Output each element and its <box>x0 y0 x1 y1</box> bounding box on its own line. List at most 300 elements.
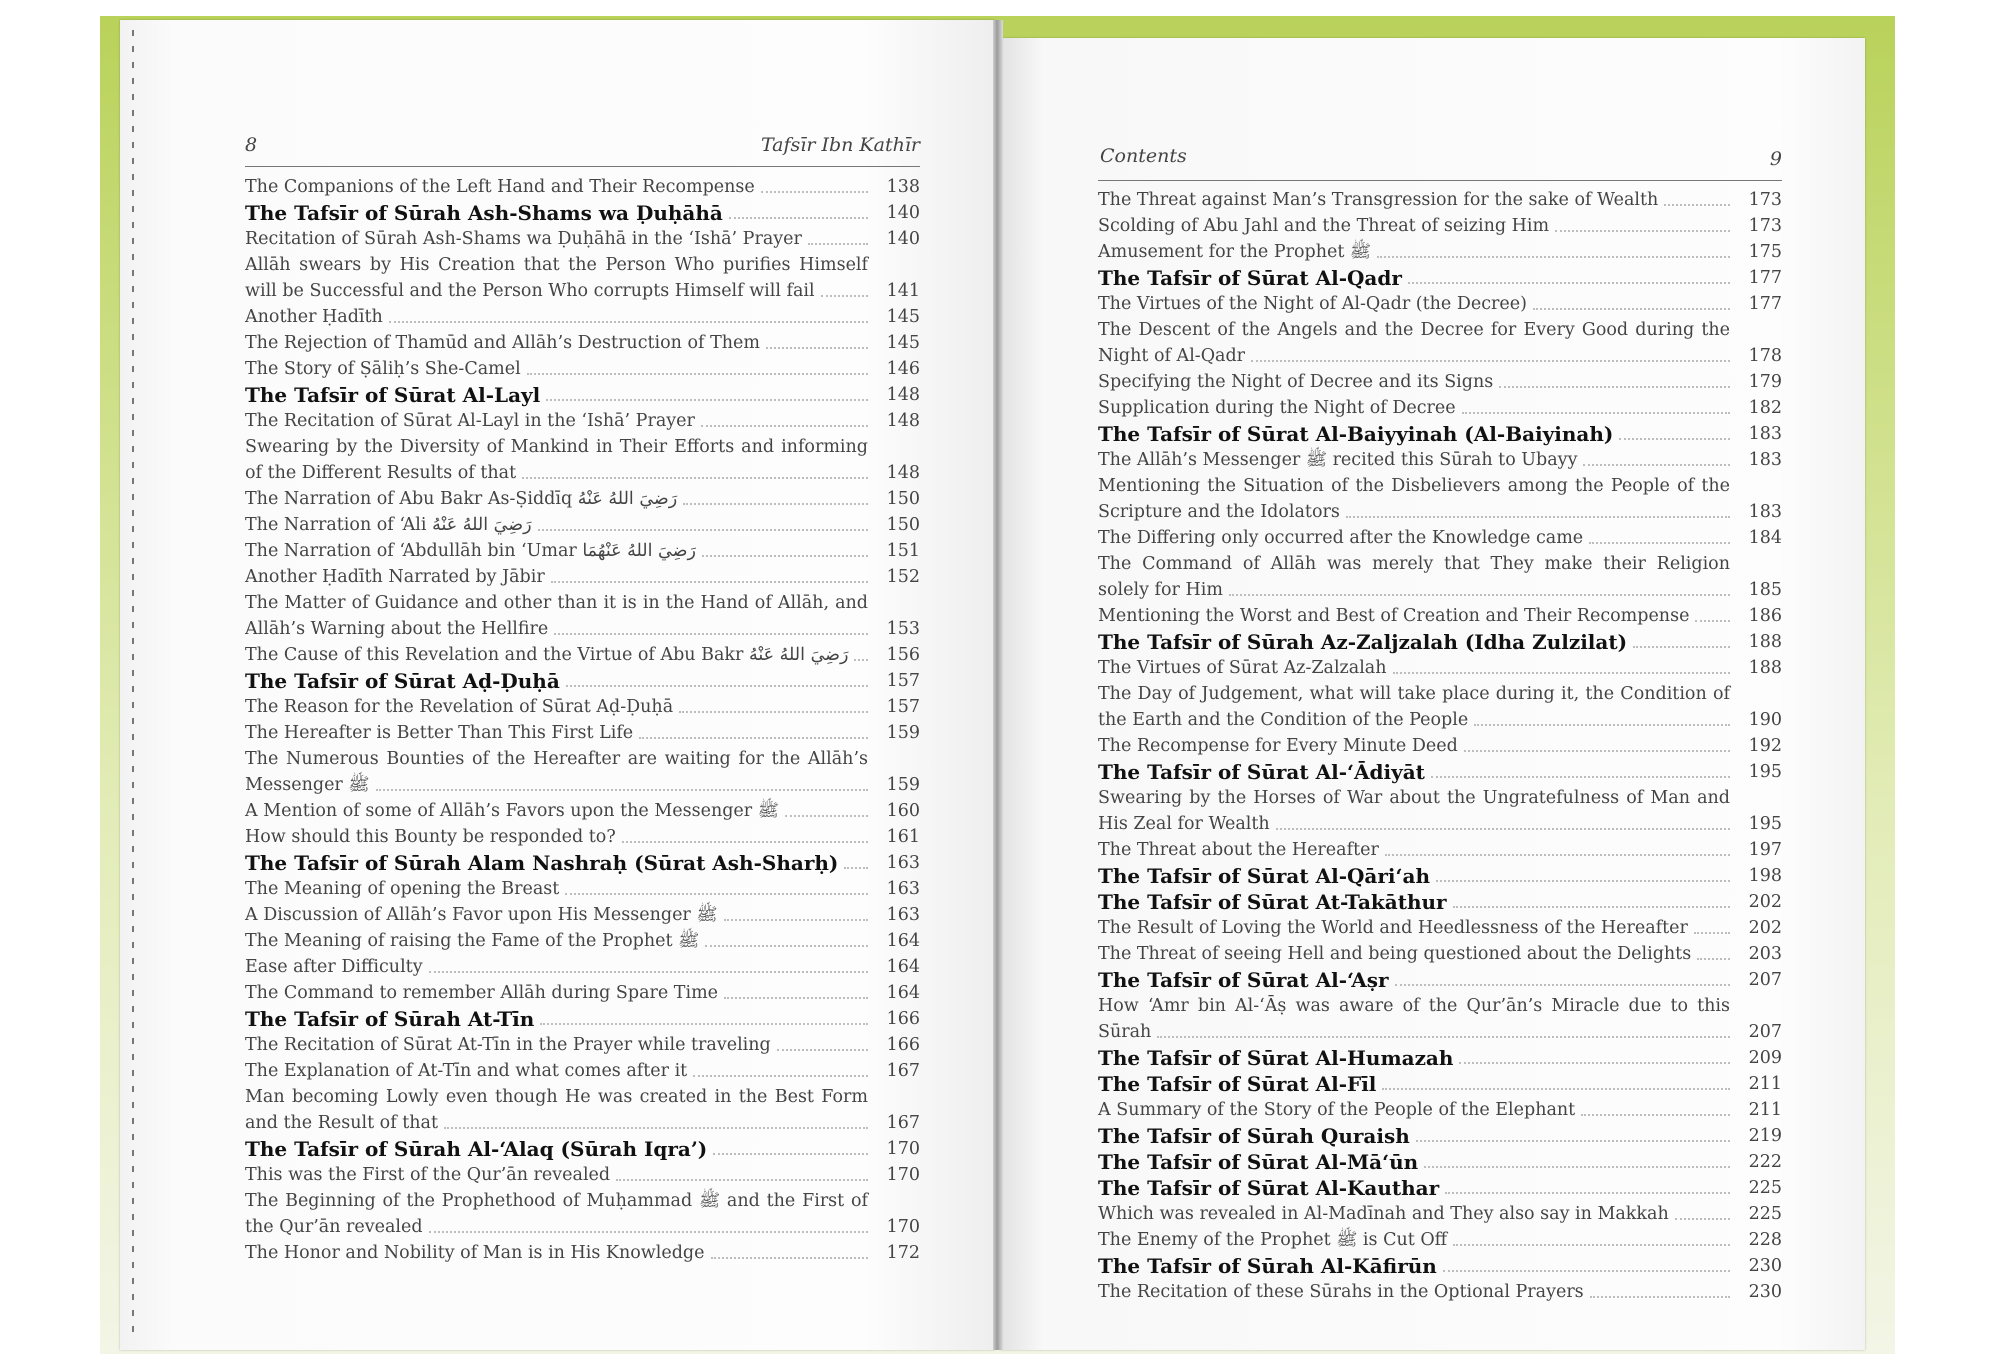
dot-leader <box>1416 1140 1730 1142</box>
toc-entry <box>245 1058 920 1084</box>
toc-entry-title: The Recitation of Sūrat Al-Layl in the ‘Ishā’ Prayer <box>245 411 695 431</box>
toc-entry <box>245 330 920 356</box>
dot-leader <box>1431 776 1730 778</box>
toc-entry-page: 230 <box>1748 1282 1782 1302</box>
toc-entry-page: 148 <box>886 385 920 405</box>
toc-entry-title: The Tafsīr of Sūrat Al-Qāri‘ah <box>1098 864 1430 888</box>
left-running-title: Tafsīr Ibn Kathīr <box>760 134 920 156</box>
toc-entry-page: 211 <box>1748 1074 1782 1094</box>
toc-entry-page: 145 <box>886 333 920 353</box>
toc-entry-title: The Tafsīr of Sūrat Al-Humazah <box>1098 1046 1454 1070</box>
toc-entry <box>245 902 920 928</box>
toc-entry-page: 150 <box>886 515 920 535</box>
toc-entry-page: 148 <box>886 463 920 483</box>
toc-entry-title: Mentioning the Worst and Best of Creation and Their Recompense <box>1098 606 1690 626</box>
dot-leader <box>1229 594 1730 596</box>
dot-leader <box>1589 542 1730 544</box>
dot-leader <box>1633 646 1730 648</box>
toc-entry-title: Swearing by the Horses of War about the Ungratefulness of Man and His Zeal for Wealth <box>1098 788 1730 834</box>
dot-leader <box>1157 1036 1730 1038</box>
dot-leader <box>1346 516 1730 518</box>
left-toc-list <box>245 174 920 1266</box>
toc-entry-title: Another Ḥadīth Narrated by Jābir <box>245 567 545 587</box>
toc-entry-title: The Result of Loving the World and Heedlessness of the Hereafter <box>1098 918 1688 938</box>
toc-entry-page: 167 <box>886 1061 920 1081</box>
toc-entry-title: Supplication during the Night of Decree <box>1098 398 1456 418</box>
dot-leader <box>1697 958 1730 960</box>
toc-entry-title: A Mention of some of Allāh’s Favors upon the Messenger ﷺ <box>245 801 779 821</box>
toc-entry-title: The Tafsīr of Sūrat Aḍ-Ḍuḥā <box>245 669 560 693</box>
toc-entry-title: The Tafsīr of Sūrah Az-Zaljzalah (Idha Zulzilat) <box>1098 630 1628 654</box>
dot-leader <box>693 1075 868 1077</box>
toc-entry-page: 230 <box>1748 1256 1782 1276</box>
toc-entry-page: 184 <box>1748 528 1782 548</box>
toc-entry <box>245 486 920 512</box>
toc-entry <box>1098 525 1782 551</box>
toc-entry-page: 161 <box>886 827 920 847</box>
toc-entry-title: The Descent of the Angels and the Decree for Every Good during the Night of Al-Qadr <box>1098 320 1730 366</box>
toc-entry-title: The Matter of Guidance and other than it is in the Hand of Allāh, and Allāh’s Warning about the Hellfire <box>245 593 868 639</box>
dot-leader <box>713 1153 868 1155</box>
dot-leader <box>1382 1088 1730 1090</box>
dot-leader <box>702 555 868 557</box>
toc-entry-title: The Recitation of these Sūrahs in the Optional Prayers <box>1098 1282 1584 1302</box>
toc-entry-page: 183 <box>1748 424 1782 444</box>
toc-entry-page: 167 <box>886 1113 920 1133</box>
dot-leader <box>724 919 868 921</box>
toc-entry-title: The Cause of this Revelation and the Virtue of Abu Bakr رَضِيَ اللهُ عَنْهُ <box>245 645 849 665</box>
dot-leader <box>1675 1218 1730 1220</box>
toc-entry-title: The Threat about the Hereafter <box>1098 840 1379 860</box>
toc-entry-page: 182 <box>1748 398 1782 418</box>
dot-leader <box>1408 282 1730 284</box>
toc-entry-title: The Tafsīr of Sūrat Al-Qadr <box>1098 266 1402 290</box>
toc-entry-title: The Differing only occurred after the Knowledge came <box>1098 528 1584 548</box>
toc-entry-title: The Recitation of Sūrat At-Tīn in the Prayer while traveling <box>245 1035 771 1055</box>
toc-heading <box>1098 1175 1782 1201</box>
toc-entry-page: 140 <box>886 229 920 249</box>
toc-entry <box>1098 187 1782 213</box>
toc-entry <box>1098 1227 1782 1253</box>
toc-entry-page: 170 <box>886 1165 920 1185</box>
toc-entry-title: The Beginning of the Prophethood of Muḥammad ﷺ and the First of the Qur’ān revealed <box>245 1191 868 1237</box>
dot-leader <box>429 971 868 973</box>
toc-entry-title: Swearing by the Diversity of Mankind in Their Efforts and informing of the Different Results of that <box>245 437 868 483</box>
toc-entry-title: Ease after Difficulty <box>245 957 423 977</box>
toc-entry-page: 185 <box>1748 580 1782 600</box>
dot-leader <box>844 867 868 869</box>
toc-entry <box>1098 785 1782 837</box>
dot-leader <box>724 997 868 999</box>
dot-leader <box>761 191 868 193</box>
dot-leader <box>616 1179 868 1181</box>
toc-entry <box>245 252 920 304</box>
right-toc-list <box>1098 187 1782 1305</box>
toc-entry-page: 177 <box>1748 294 1782 314</box>
dot-leader <box>1619 438 1730 440</box>
toc-entry-title: The Tafsīr of Sūrat Al-Kauthar <box>1098 1176 1440 1200</box>
dot-leader <box>1459 1062 1730 1064</box>
toc-entry <box>1098 1279 1782 1305</box>
toc-entry-page: 163 <box>886 879 920 899</box>
toc-entry-title: Specifying the Night of Decree and its Signs <box>1098 372 1494 392</box>
dot-leader <box>766 347 868 349</box>
toc-entry <box>245 720 920 746</box>
dot-leader <box>701 425 868 427</box>
right-page-number: 9 <box>1769 148 1782 170</box>
toc-entry-page: 173 <box>1748 190 1782 210</box>
dot-leader <box>1590 1296 1730 1298</box>
toc-entry <box>1098 993 1782 1045</box>
toc-entry-page: 166 <box>886 1009 920 1029</box>
toc-heading <box>1098 265 1782 291</box>
toc-heading <box>245 850 920 876</box>
toc-entry <box>245 590 920 642</box>
toc-entry <box>245 1188 920 1240</box>
dot-leader <box>729 217 868 219</box>
dot-leader <box>705 945 868 947</box>
dot-leader <box>1581 1114 1730 1116</box>
toc-entry-page: 222 <box>1748 1152 1782 1172</box>
toc-entry-page: 159 <box>886 723 920 743</box>
toc-entry-title: The Tafsīr of Sūrah Quraish <box>1098 1124 1410 1148</box>
dot-leader <box>1664 204 1730 206</box>
toc-entry-page: 170 <box>886 1139 920 1159</box>
toc-entry-title: Recitation of Sūrah Ash-Shams wa Ḍuḥāhā in the ‘Ishā’ Prayer <box>245 229 802 249</box>
dot-leader <box>540 1023 868 1025</box>
toc-entry-page: 153 <box>886 619 920 639</box>
toc-entry <box>1098 447 1782 473</box>
toc-entry-page: 209 <box>1748 1048 1782 1068</box>
toc-entry <box>245 174 920 200</box>
dot-leader <box>679 711 868 713</box>
toc-entry-title: The Tafsīr of Sūrat Al-Mā‘ūn <box>1098 1150 1419 1174</box>
toc-entry-title: The Narration of Abu Bakr As-Ṣiddīq رَضِيَ اللهُ عَنْهُ <box>245 489 678 509</box>
toc-heading <box>245 1006 920 1032</box>
toc-entry <box>245 954 920 980</box>
dot-leader <box>1694 932 1730 934</box>
toc-entry <box>245 928 920 954</box>
dot-leader <box>1251 360 1730 362</box>
toc-entry <box>245 798 920 824</box>
dot-leader <box>1443 1270 1730 1272</box>
toc-heading <box>1098 1123 1782 1149</box>
toc-entry-page: 225 <box>1748 1178 1782 1198</box>
toc-entry <box>1098 603 1782 629</box>
toc-entry <box>245 694 920 720</box>
toc-entry-title: Mentioning the Situation of the Disbelievers among the People of the Scripture and the Idolators <box>1098 476 1730 522</box>
toc-entry <box>1098 239 1782 265</box>
dot-leader <box>1385 854 1730 856</box>
toc-entry-page: 207 <box>1748 970 1782 990</box>
toc-entry-title: The Numerous Bounties of the Hereafter are waiting for the Allāh’s Messenger ﷺ <box>245 749 868 795</box>
toc-entry <box>1098 655 1782 681</box>
toc-entry-page: 195 <box>1748 814 1782 834</box>
toc-entry-page: 225 <box>1748 1204 1782 1224</box>
toc-entry-page: 197 <box>1748 840 1782 860</box>
toc-entry <box>245 538 920 564</box>
dot-leader <box>1377 256 1730 258</box>
toc-entry-page: 207 <box>1748 1022 1782 1042</box>
toc-entry-title: Which was revealed in Al-Madīnah and They also say in Makkah <box>1098 1204 1669 1224</box>
toc-entry-page: 173 <box>1748 216 1782 236</box>
dot-leader <box>1436 880 1730 882</box>
dot-leader <box>777 1049 868 1051</box>
toc-entry-title: The Tafsīr of Sūrah Ash-Shams wa Ḍuḥāhā <box>245 201 723 225</box>
toc-entry <box>245 304 920 330</box>
toc-entry-title: How should this Bounty be responded to? <box>245 827 616 847</box>
toc-heading <box>1098 863 1782 889</box>
dot-leader <box>1555 230 1730 232</box>
dot-leader <box>1424 1166 1730 1168</box>
toc-entry <box>245 746 920 798</box>
toc-entry-title: The Rejection of Thamūd and Allāh’s Destruction of Them <box>245 333 760 353</box>
toc-entry-page: 192 <box>1748 736 1782 756</box>
toc-entry-page: 195 <box>1748 762 1782 782</box>
toc-entry-page: 152 <box>886 567 920 587</box>
toc-entry-title: The Enemy of the Prophet ﷺ is Cut Off <box>1098 1230 1448 1250</box>
toc-entry-title: The Explanation of At-Tīn and what comes after it <box>245 1061 688 1081</box>
toc-heading <box>1098 759 1782 785</box>
dot-leader <box>1453 906 1730 908</box>
toc-entry-title: The Command to remember Allāh during Spare Time <box>245 983 719 1003</box>
toc-entry <box>245 226 920 252</box>
dot-leader <box>1464 750 1730 752</box>
toc-entry-page: 164 <box>886 931 920 951</box>
dot-leader <box>1695 620 1730 622</box>
toc-entry-title: The Tafsīr of Sūrat Al-‘Aṣr <box>1098 968 1389 992</box>
toc-entry-page: 203 <box>1748 944 1782 964</box>
dot-leader <box>565 893 868 895</box>
toc-entry-title: The Companions of the Left Hand and Their Recompense <box>245 177 755 197</box>
toc-entry-title: The Reason for the Revelation of Sūrat Aḍ-Ḍuḥā <box>245 697 674 717</box>
toc-entry-title: The Narration of ‘Ali رَضِيَ اللهُ عَنْهُ <box>245 515 532 535</box>
toc-entry <box>1098 915 1782 941</box>
toc-entry <box>1098 213 1782 239</box>
toc-entry-page: 160 <box>886 801 920 821</box>
toc-entry-page: 151 <box>886 541 920 561</box>
dot-leader <box>683 503 868 505</box>
dot-leader <box>376 789 869 791</box>
toc-heading <box>1098 421 1782 447</box>
toc-entry <box>245 512 920 538</box>
toc-entry-page: 175 <box>1748 242 1782 262</box>
dot-leader <box>551 581 868 583</box>
toc-entry-title: The Threat against Man’s Transgression for the sake of Wealth <box>1098 190 1659 210</box>
toc-entry-title: The Virtues of Sūrat Az-Zalzalah <box>1098 658 1387 678</box>
dot-leader <box>522 477 868 479</box>
toc-entry <box>245 1162 920 1188</box>
toc-entry-title: This was the First of the Qur’ān revealed <box>245 1165 611 1185</box>
toc-entry-page: 179 <box>1748 372 1782 392</box>
toc-entry-page: 202 <box>1748 892 1782 912</box>
toc-entry-page: 188 <box>1748 658 1782 678</box>
dot-leader <box>639 737 868 739</box>
toc-heading <box>1098 1253 1782 1279</box>
toc-heading <box>1098 1149 1782 1175</box>
toc-entry-title: Scolding of Abu Jahl and the Threat of seizing Him <box>1098 216 1550 236</box>
toc-entry-title: The Virtues of the Night of Al-Qadr (the Decree) <box>1098 294 1527 314</box>
dot-leader <box>1499 386 1730 388</box>
toc-heading <box>1098 629 1782 655</box>
left-header-rule <box>245 166 920 167</box>
toc-entry-page: 177 <box>1748 268 1782 288</box>
toc-entry <box>1098 473 1782 525</box>
toc-entry <box>245 1084 920 1136</box>
toc-entry-title: A Summary of the Story of the People of the Elephant <box>1098 1100 1576 1120</box>
toc-entry-title: The Tafsīr of Sūrat Al-Fīl <box>1098 1072 1377 1096</box>
toc-heading <box>1098 1045 1782 1071</box>
dot-leader <box>1395 984 1730 986</box>
toc-entry-page: 145 <box>886 307 920 327</box>
toc-entry-page: 219 <box>1748 1126 1782 1146</box>
toc-heading <box>1098 889 1782 915</box>
toc-entry <box>245 980 920 1006</box>
toc-entry-title: Another Ḥadīth <box>245 307 383 327</box>
toc-entry-page: 163 <box>886 853 920 873</box>
book-spine <box>993 20 1003 1350</box>
toc-heading <box>245 382 920 408</box>
toc-entry-title: The Tafsīr of Sūrah Al-‘Alaq (Sūrah Iqra’) <box>245 1137 708 1161</box>
toc-entry-page: 188 <box>1748 632 1782 652</box>
toc-entry-page: 157 <box>886 671 920 691</box>
dot-leader <box>566 685 868 687</box>
toc-entry-title: The Tafsīr of Sūrah Alam Nashraḥ (Sūrat Ash-Sharḥ) <box>245 851 839 875</box>
toc-entry-page: 164 <box>886 957 920 977</box>
toc-entry-page: 157 <box>886 697 920 717</box>
toc-heading <box>245 668 920 694</box>
dot-leader <box>1393 672 1730 674</box>
dot-leader <box>622 841 868 843</box>
toc-entry-title: Allāh swears by His Creation that the Person Who purifies Himself will be Successful and the Person Who corrupts Himself will fail <box>245 255 868 301</box>
left-page-number: 8 <box>245 134 258 156</box>
toc-entry-title: The Tafsīr of Sūrat Al-Layl <box>245 383 541 407</box>
dot-leader <box>429 1231 868 1233</box>
toc-entry-title: The Day of Judgement, what will take place during it, the Condition of the Earth and the Condition of the People <box>1098 684 1730 730</box>
dot-leader <box>821 295 868 297</box>
dot-leader <box>1462 412 1730 414</box>
toc-entry-page: 150 <box>886 489 920 509</box>
toc-entry <box>1098 291 1782 317</box>
toc-entry-title: How ‘Amr bin Al-‘Āṣ was aware of the Qur’ān’s Miracle due to this Sūrah <box>1098 996 1730 1042</box>
toc-entry <box>245 434 920 486</box>
toc-entry <box>245 824 920 850</box>
toc-entry-title: The Honor and Nobility of Man is in His Knowledge <box>245 1243 705 1263</box>
dot-leader <box>1453 1244 1730 1246</box>
dot-leader <box>854 659 868 661</box>
toc-entry <box>1098 733 1782 759</box>
dot-leader <box>1474 724 1730 726</box>
toc-entry <box>1098 681 1782 733</box>
toc-entry-page: 186 <box>1748 606 1782 626</box>
toc-entry <box>245 564 920 590</box>
toc-entry-page: 190 <box>1748 710 1782 730</box>
toc-entry-title: A Discussion of Allāh’s Favor upon His Messenger ﷺ <box>245 905 718 925</box>
toc-entry-page: 183 <box>1748 450 1782 470</box>
toc-heading <box>245 200 920 226</box>
toc-entry <box>245 876 920 902</box>
toc-entry <box>245 642 920 668</box>
toc-entry-page: 166 <box>886 1035 920 1055</box>
dot-leader <box>389 321 868 323</box>
toc-entry-page: 159 <box>886 775 920 795</box>
right-running-title: Contents <box>1100 145 1187 167</box>
toc-entry-title: The Tafsīr of Sūrah At-Tīn <box>245 1007 535 1031</box>
toc-entry-page: 146 <box>886 359 920 379</box>
toc-entry-title: The Tafsīr of Sūrat Al-‘Ādiyāt <box>1098 760 1425 784</box>
toc-entry-title: The Meaning of raising the Fame of the Prophet ﷺ <box>245 931 700 951</box>
toc-heading <box>245 1136 920 1162</box>
dot-leader <box>785 815 868 817</box>
toc-entry <box>1098 941 1782 967</box>
dot-leader <box>554 633 868 635</box>
dot-leader <box>538 529 868 531</box>
toc-entry-title: The Hereafter is Better Than This First Life <box>245 723 634 743</box>
toc-entry <box>1098 1097 1782 1123</box>
toc-entry-title: The Tafsīr of Sūrat At-Takāthur <box>1098 890 1447 914</box>
toc-entry-page: 183 <box>1748 502 1782 522</box>
toc-entry <box>1098 1201 1782 1227</box>
toc-entry <box>1098 395 1782 421</box>
toc-entry <box>1098 837 1782 863</box>
toc-entry-page: 198 <box>1748 866 1782 886</box>
toc-entry <box>1098 551 1782 603</box>
dot-leader <box>1533 308 1730 310</box>
dot-leader <box>1583 464 1730 466</box>
toc-heading <box>1098 967 1782 993</box>
toc-entry-title: The Threat of seeing Hell and being questioned about the Delights <box>1098 944 1692 964</box>
toc-entry-page: 172 <box>886 1243 920 1263</box>
toc-entry-title: The Meaning of opening the Breast <box>245 879 560 899</box>
dot-leader <box>444 1127 868 1129</box>
toc-entry-page: 211 <box>1748 1100 1782 1120</box>
dot-leader <box>527 373 868 375</box>
toc-entry <box>245 408 920 434</box>
toc-entry-page: 170 <box>886 1217 920 1237</box>
dot-leader <box>1276 828 1730 830</box>
toc-entry-title: The Narration of ‘Abdullāh bin ‘Umar رَضِيَ اللهُ عَنْهُمَا <box>245 541 696 561</box>
toc-entry-page: 156 <box>886 645 920 665</box>
toc-entry-page: 163 <box>886 905 920 925</box>
toc-entry-title: The Recompense for Every Minute Deed <box>1098 736 1458 756</box>
toc-entry-title: Amusement for the Prophet ﷺ <box>1098 242 1372 262</box>
toc-entry-title: The Story of Ṣāliḥ’s She-Camel <box>245 359 521 379</box>
toc-entry-page: 164 <box>886 983 920 1003</box>
dot-leader <box>1445 1192 1730 1194</box>
right-header-rule <box>1098 180 1782 181</box>
toc-entry <box>245 1240 920 1266</box>
toc-entry-page: 228 <box>1748 1230 1782 1250</box>
toc-entry-page: 148 <box>886 411 920 431</box>
toc-entry <box>245 1032 920 1058</box>
binding-stitch <box>132 30 134 1340</box>
toc-entry-page: 202 <box>1748 918 1782 938</box>
toc-entry <box>1098 317 1782 369</box>
dot-leader <box>808 243 868 245</box>
dot-leader <box>546 399 868 401</box>
dot-leader <box>711 1257 869 1259</box>
toc-entry-title: Man becoming Lowly even though He was created in the Best Form and the Result of that <box>245 1087 868 1133</box>
toc-entry-title: The Tafsīr of Sūrah Al-Kāfirūn <box>1098 1254 1437 1278</box>
toc-entry <box>1098 369 1782 395</box>
toc-entry-page: 138 <box>886 177 920 197</box>
toc-entry <box>245 356 920 382</box>
toc-entry-page: 178 <box>1748 346 1782 366</box>
toc-entry-page: 141 <box>886 281 920 301</box>
toc-entry-page: 140 <box>886 203 920 223</box>
toc-entry-title: The Tafsīr of Sūrat Al-Baiyyinah (Al-Baiyinah) <box>1098 422 1614 446</box>
toc-entry-title: The Allāh’s Messenger ﷺ recited this Sūrah to Ubayy <box>1098 450 1578 470</box>
